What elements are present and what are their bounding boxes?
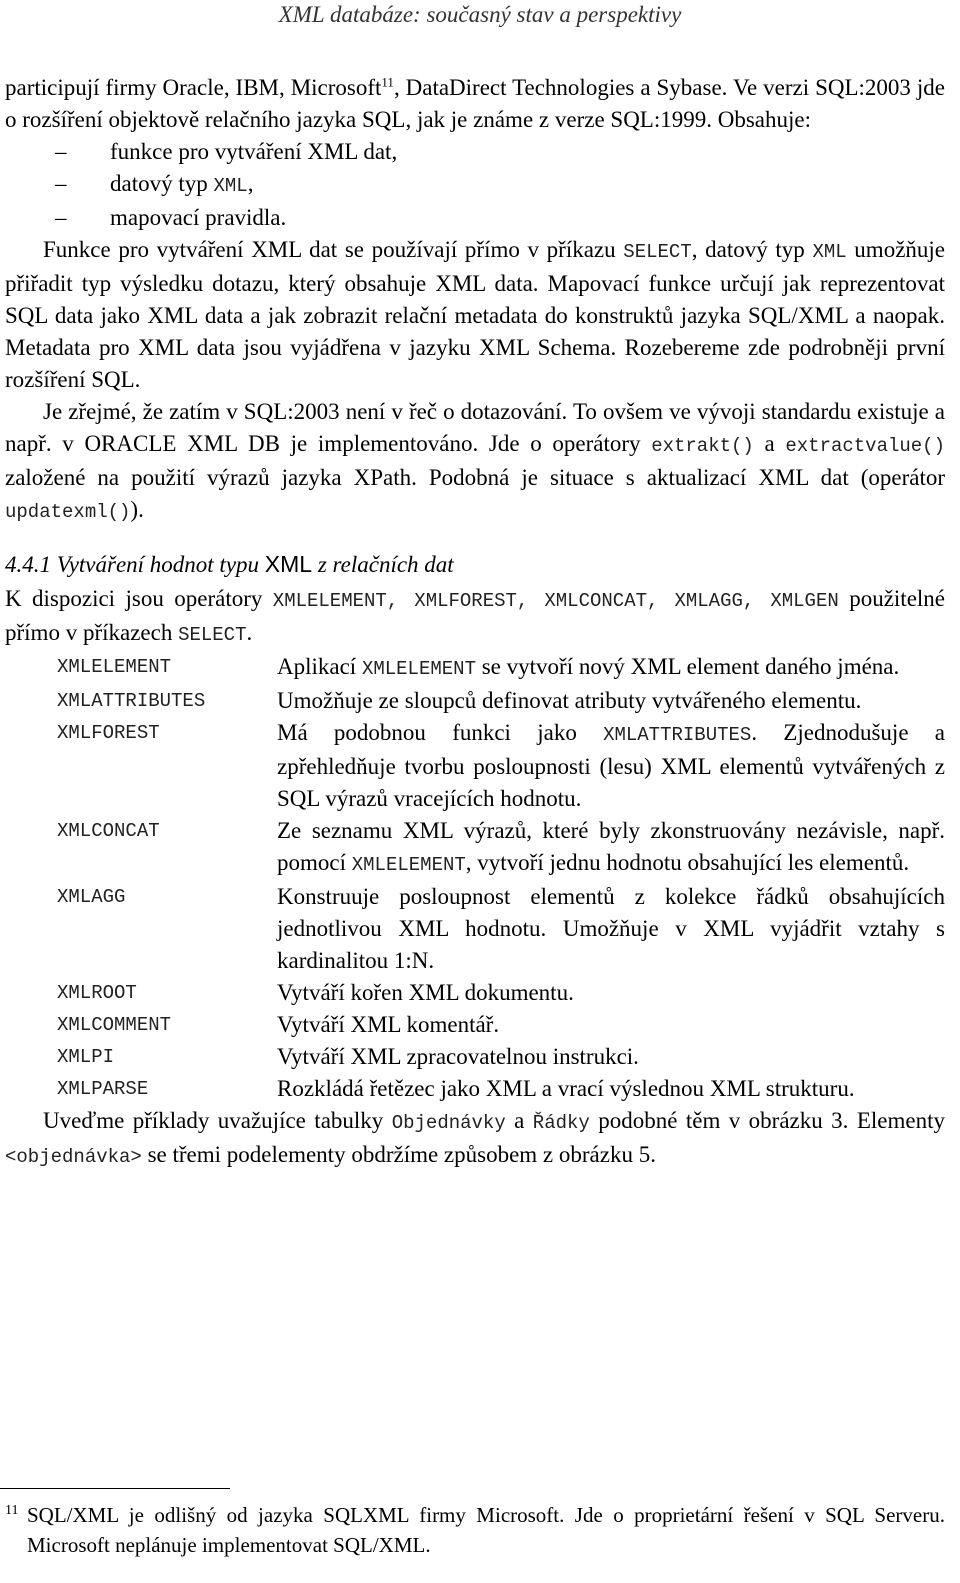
section-heading [5, 548, 945, 581]
dash-bullet: – [55, 205, 67, 230]
text-run: participují firmy Oracle, IBM, Microsoft [5, 75, 382, 100]
definition-description [277, 1073, 945, 1105]
definition-description [277, 685, 945, 717]
list-item-text: , [247, 171, 254, 196]
list-item-text: datový typ [110, 171, 214, 196]
feature-list [5, 136, 945, 234]
definition-term: XMLROOT [57, 982, 137, 1004]
definition-description [277, 815, 945, 881]
definition-term: XMLCOMMENT [57, 1014, 172, 1036]
code-table-radky: Řádky [532, 1112, 590, 1134]
code-updatexml: updatexml() [5, 501, 131, 523]
text-run: Umožňuje ze sloupců definovat atributy vytvářeného elementu. [277, 688, 862, 713]
text-run: a [505, 1108, 533, 1133]
text-run: použitelné přímo v příkazech [5, 586, 945, 645]
paragraph-intro [5, 72, 945, 136]
text-run: umožňuje přiřadit typ výsledku dotazu, který obsahuje XML data. Mapovací funkce určují jak reprezentovat SQL data jako XML data a jak zobrazit relační metadata do konstruktů jazyka SQL/XML a naopak. Metadata pro XML data jsou vyjádřena v jazyku XML Schema. Rozebereme zde podrobněji první rozšíření SQL. [5, 237, 946, 392]
footnote-row [5, 1500, 945, 1560]
footnote-number: 11 [5, 1503, 19, 1518]
text-run: se vytvoří nový XML element daného jména. [475, 654, 900, 679]
definition-row [5, 977, 945, 1009]
definition-description [277, 1041, 945, 1073]
code-inline: XMLELEMENT [351, 854, 466, 876]
definition-row [5, 815, 945, 881]
text-run: Vytváří XML komentář. [277, 1012, 500, 1037]
text-run: K dispozici jsou operátory [5, 586, 273, 611]
definition-description [277, 881, 945, 977]
definition-row [5, 881, 945, 977]
text-run: Aplikací [277, 654, 362, 679]
code-inline: XMLATTRIBUTES [603, 724, 752, 746]
text-run: Je zřejmé, že zatím v SQL:2003 není v řeč o dotazování. To ovšem ve vývoji standardu existuje a např. v ORACLE XML DB je implementováno. Jde o operátory [5, 399, 945, 456]
definition-term: XMLELEMENT [57, 656, 172, 678]
definition-row [5, 717, 945, 815]
definition-row [5, 651, 945, 685]
dash-bullet: – [55, 171, 67, 196]
text-run: založené na použití výrazů jazyka XPath. Podobná je situace s aktualizací XML dat (operátor [5, 465, 945, 490]
definition-row [5, 685, 945, 717]
page-body [5, 72, 945, 1173]
text-run: Ze seznamu XML výrazů, které byly zkonstruovány nezávisle, např. pomocí [277, 818, 945, 875]
text-run: se třemi podelementy obdržíme způsobem z obrázku 5. [141, 1142, 656, 1167]
section-title-xml: XML [264, 551, 313, 577]
code-xml: XML [213, 175, 248, 197]
paragraph-querying [5, 396, 945, 528]
code-extractvalue: extractvalue() [785, 435, 945, 457]
code-extrakt: extrakt() [651, 435, 754, 457]
paragraph-operators [5, 583, 945, 651]
text-run: , vytvoří jednu hodnotu obsahující les elementů. [465, 850, 910, 875]
footnote-text: SQL/XML je odlišný od jazyka SQLXML firmy Microsoft. Jde o proprietární řešení v SQL Serveru. Microsoft neplánuje implementovat SQL/XML. [27, 1503, 945, 1557]
definition-term: XMLFOREST [57, 722, 160, 744]
list-item [5, 168, 945, 202]
footnote-reference[interactable]: 11 [381, 74, 394, 90]
definition-row [5, 1041, 945, 1073]
definition-description [277, 651, 945, 685]
text-run: a [753, 431, 786, 456]
code-inline: XMLELEMENT [361, 658, 476, 680]
list-item-text: mapovací pravidla. [110, 205, 287, 230]
definition-term: XMLATTRIBUTES [57, 690, 206, 712]
text-run: , DataDirect Technologies a Sybase. Ve verzi SQL:2003 jde o rozšíření objektově relačního jazyka SQL, jak je známe z verze SQL:1999. Obsahuje: [5, 75, 945, 132]
text-run: Vytváří XML zpracovatelnou instrukci. [277, 1044, 639, 1069]
text-run: . [246, 620, 253, 645]
section-title-text: Vytváření hodnot typu [51, 552, 265, 577]
footnote-separator [0, 1488, 230, 1489]
text-run: ). [130, 497, 144, 522]
text-run: Vytváří kořen XML dokumentu. [277, 980, 574, 1005]
code-select: SELECT [623, 241, 692, 263]
section-number: 4.4.1 [5, 552, 51, 577]
paragraph-functions [5, 234, 945, 396]
code-select: SELECT [178, 624, 247, 646]
definition-row [5, 1009, 945, 1041]
definition-row [5, 1073, 945, 1105]
definition-term: XMLAGG [57, 886, 126, 908]
definition-term: XMLPARSE [57, 1078, 149, 1100]
list-item-text: funkce pro vytváření XML dat, [110, 139, 398, 164]
text-run: Uveďme příklady uvažujíce tabulky [43, 1108, 392, 1133]
code-operator-list: XMLELEMENT, XMLFOREST, XMLCONCAT, XMLAGG, XMLGEN [272, 590, 839, 612]
code-xml: XML [812, 241, 847, 263]
footnote [5, 1500, 945, 1560]
paragraph-examples [5, 1105, 945, 1173]
definition-term: XMLPI [57, 1046, 115, 1068]
text-run: Konstruuje posloupnost elementů z kolekce řádků obsahujících jednotlivou XML hodnotu. Umožňuje v XML vyjádřit vztahy s kardinalitou 1:N. [277, 884, 945, 973]
definition-term: XMLCONCAT [57, 820, 160, 842]
text-run: Má podobnou funkci jako [277, 720, 604, 745]
text-run: , datový typ [691, 237, 813, 262]
text-run: . Zjednodušuje a zpřehledňuje tvorbu posloupnosti (lesu) XML elementů vytvářených z SQL výrazů vracejících hodnotu. [277, 720, 945, 811]
operator-definition-list [5, 651, 945, 1105]
definition-description [277, 717, 945, 815]
list-item [5, 136, 945, 168]
text-run: podobné těm v obrázku 3. Elementy [589, 1108, 945, 1133]
section-title-text: z relačních dat [312, 552, 454, 577]
list-item [5, 202, 945, 234]
definition-description [277, 1009, 945, 1041]
dash-bullet: – [55, 139, 67, 164]
text-run: Funkce pro vytváření XML dat se používají přímo v příkazu [43, 237, 624, 262]
text-run: Rozkládá řetězec jako XML a vrací výslednou XML strukturu. [277, 1076, 855, 1101]
code-table-objednavky: Objednávky [391, 1112, 506, 1134]
definition-description [277, 977, 945, 1009]
code-element-objednavka: <objednávka> [5, 1146, 142, 1168]
running-header: XML databáze: současný stav a perspektivy [278, 2, 682, 27]
